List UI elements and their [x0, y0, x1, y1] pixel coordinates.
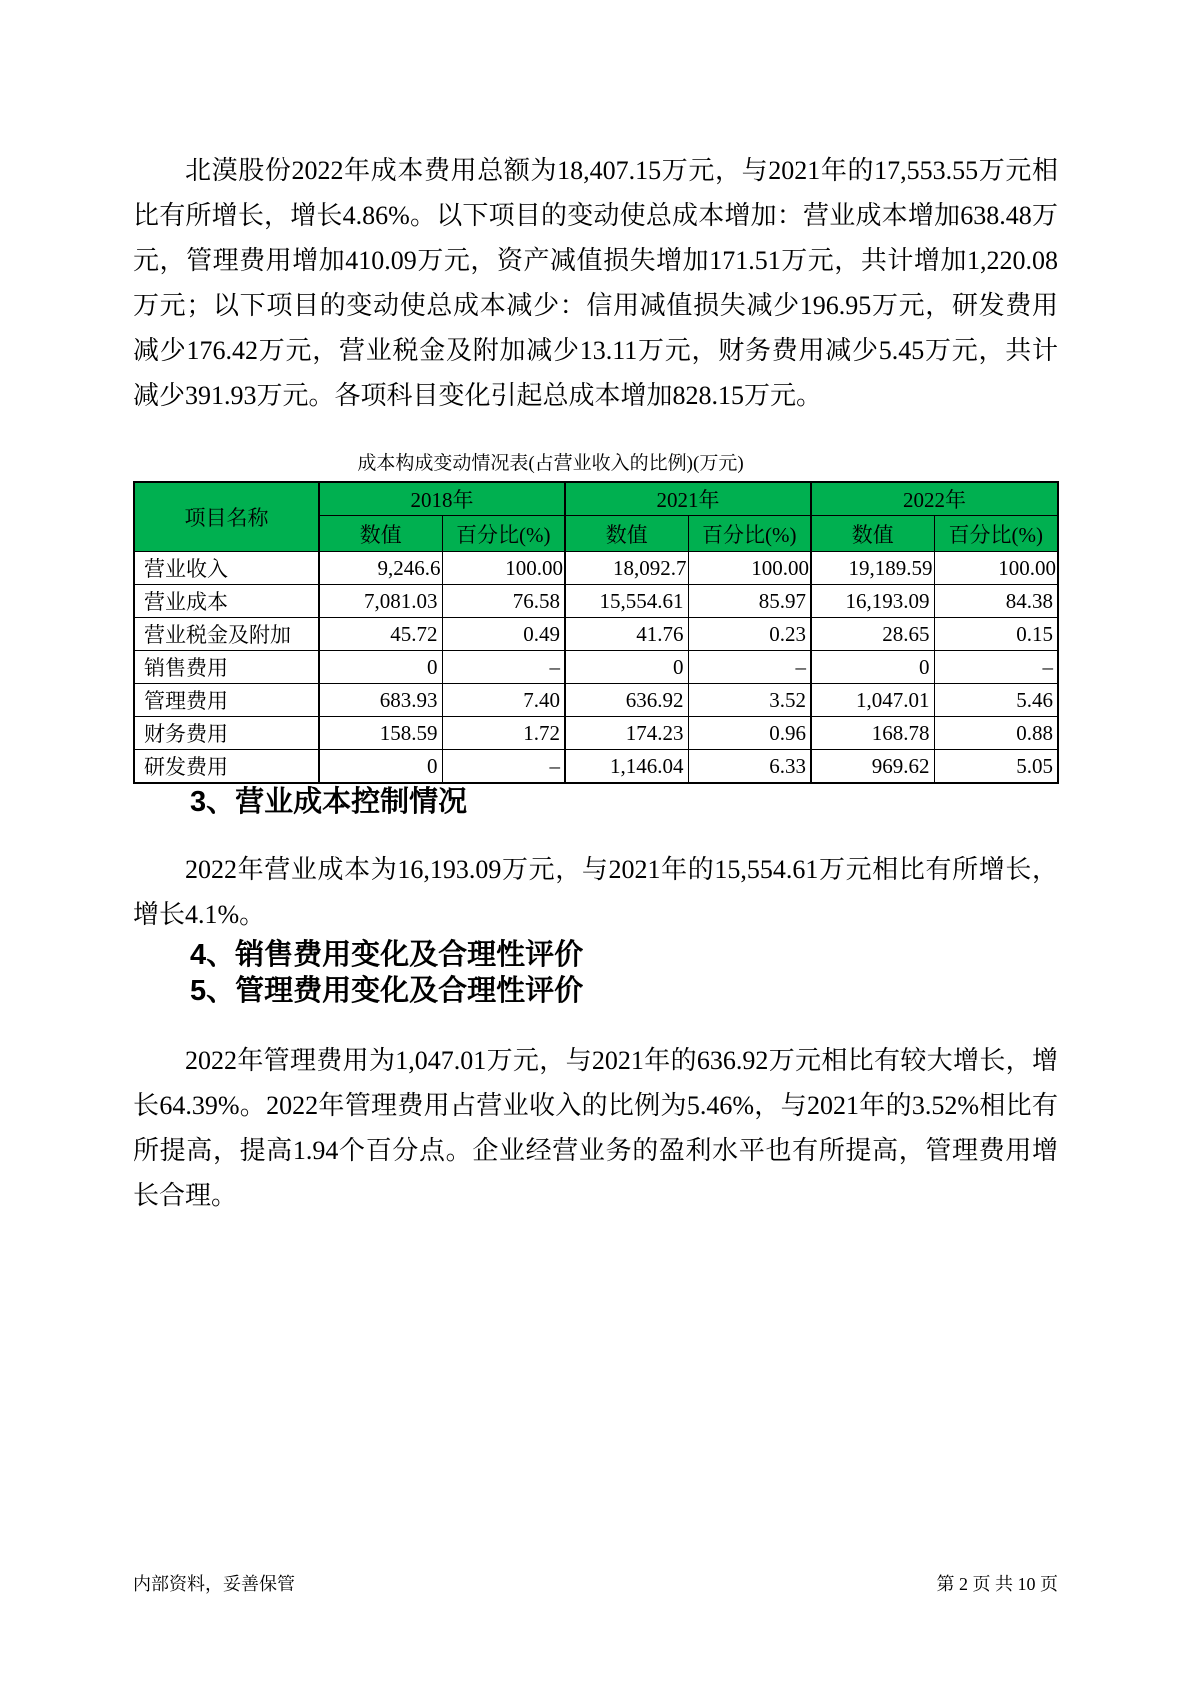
cell-value: 1,146.04 [565, 750, 688, 784]
cell-value: 16,193.09 [811, 585, 934, 618]
cell-value: 174.23 [565, 717, 688, 750]
header-value-2022: 数值 [811, 516, 934, 552]
paragraph-cost-overview: 北漠股份2022年成本费用总额为18,407.15万元，与2021年的17,553.55万元相比有所增长，增长4.86%。以下项目的变动使总成本增加：营业成本增加638.48万元，管理费用增加410.09万元，资产减值损失增加171.51万元，共计增加1,220.08万元；以下项目的变动使总成本减少：信用减值损失减少196.95万元，研发费用减少176.42万元，营业税金及附加减少13.11万元，财务费用减少5.45万元，共计减少391.93万元。各项科目变化引起总成本增加828.15万元。 [133, 156, 1058, 410]
cell-value: 0 [319, 750, 442, 784]
table-row [134, 684, 1058, 717]
header-value-2018: 数值 [319, 516, 442, 552]
table-row [134, 717, 1058, 750]
header-year-2021: 2021年 [565, 482, 811, 516]
cell-value: 85.97 [688, 585, 811, 618]
table-row [134, 585, 1058, 618]
cell-value: 19,189.59 [811, 552, 934, 585]
row-label: 销售费用 [134, 651, 319, 684]
cell-value: 7.40 [442, 684, 565, 717]
header-percent-2022: 百分比(%) [934, 516, 1058, 552]
cell-value: 100.00 [442, 552, 565, 585]
cell-value: 636.92 [565, 684, 688, 717]
paragraph-operating-cost: 2022年营业成本为16,193.09万元，与2021年的15,554.61万元相比有所增长，增长4.1%。 [133, 855, 1058, 929]
table-row [134, 750, 1058, 784]
cell-value: 0 [811, 651, 934, 684]
cell-value: 15,554.61 [565, 585, 688, 618]
row-label: 管理费用 [134, 684, 319, 717]
header-percent-2018: 百分比(%) [442, 516, 565, 552]
cell-value: 45.72 [319, 618, 442, 651]
row-label: 营业税金及附加 [134, 618, 319, 651]
header-year-2018: 2018年 [319, 482, 565, 516]
cell-value: 28.65 [811, 618, 934, 651]
cell-value: 6.33 [688, 750, 811, 784]
cell-value: 5.05 [934, 750, 1058, 784]
section-heading-3: 3、营业成本控制情况 [190, 786, 468, 818]
table-row [134, 618, 1058, 651]
cell-value: 0.49 [442, 618, 565, 651]
footer-page-number: 第 2 页 共 10 页 [936, 1574, 1058, 1594]
cell-value: 41.76 [565, 618, 688, 651]
table-header [134, 482, 1058, 552]
header-percent-2021: 百分比(%) [688, 516, 811, 552]
cell-value: 5.46 [934, 684, 1058, 717]
table-row [134, 552, 1058, 585]
page-footer [133, 1572, 1058, 1596]
cell-value: 683.93 [319, 684, 442, 717]
cell-value: 100.00 [688, 552, 811, 585]
cell-value: – [934, 651, 1058, 684]
cell-value: 0.23 [688, 618, 811, 651]
table-row [134, 651, 1058, 684]
cell-value: – [442, 750, 565, 784]
cell-value: – [688, 651, 811, 684]
cell-value: 0.88 [934, 717, 1058, 750]
header-year-2022: 2022年 [811, 482, 1058, 516]
document-page [133, 0, 1058, 1218]
cell-value: 0 [565, 651, 688, 684]
paragraph-admin-expense: 2022年管理费用为1,047.01万元，与2021年的636.92万元相比有较大增长，增长64.39%。2022年管理费用占营业收入的比例为5.46%，与2021年的3.52%相比有所提高，提高1.94个百分点。企业经营业务的盈利水平也有所提高，管理费用增长合理。 [133, 1046, 1058, 1210]
header-value-2021: 数值 [565, 516, 688, 552]
cell-value: 969.62 [811, 750, 934, 784]
cell-value: 0.96 [688, 717, 811, 750]
cell-value: 168.78 [811, 717, 934, 750]
row-label: 研发费用 [134, 750, 319, 784]
cost-structure-table [133, 481, 1059, 784]
header-item-name: 项目名称 [134, 482, 319, 552]
footer-confidential-note: 内部资料，妥善保管 [133, 1574, 295, 1594]
section-heading-5: 5、管理费用变化及合理性评价 [190, 975, 584, 1007]
cell-value: 1.72 [442, 717, 565, 750]
row-label: 财务费用 [134, 717, 319, 750]
cell-value: 18,092.7 [565, 552, 688, 585]
cell-value: 9,246.6 [319, 552, 442, 585]
cell-value: 1,047.01 [811, 684, 934, 717]
table-caption: 成本构成变动情况表(占营业收入的比例)(万元) [357, 453, 744, 474]
cell-value: 7,081.03 [319, 585, 442, 618]
row-label: 营业收入 [134, 552, 319, 585]
cell-value: 76.58 [442, 585, 565, 618]
cell-value: 100.00 [934, 552, 1058, 585]
cell-value: 3.52 [688, 684, 811, 717]
row-label: 营业成本 [134, 585, 319, 618]
section-heading-4: 4、销售费用变化及合理性评价 [190, 939, 584, 971]
cell-value: 84.38 [934, 585, 1058, 618]
cell-value: 0.15 [934, 618, 1058, 651]
cell-value: – [442, 651, 565, 684]
cell-value: 158.59 [319, 717, 442, 750]
cell-value: 0 [319, 651, 442, 684]
